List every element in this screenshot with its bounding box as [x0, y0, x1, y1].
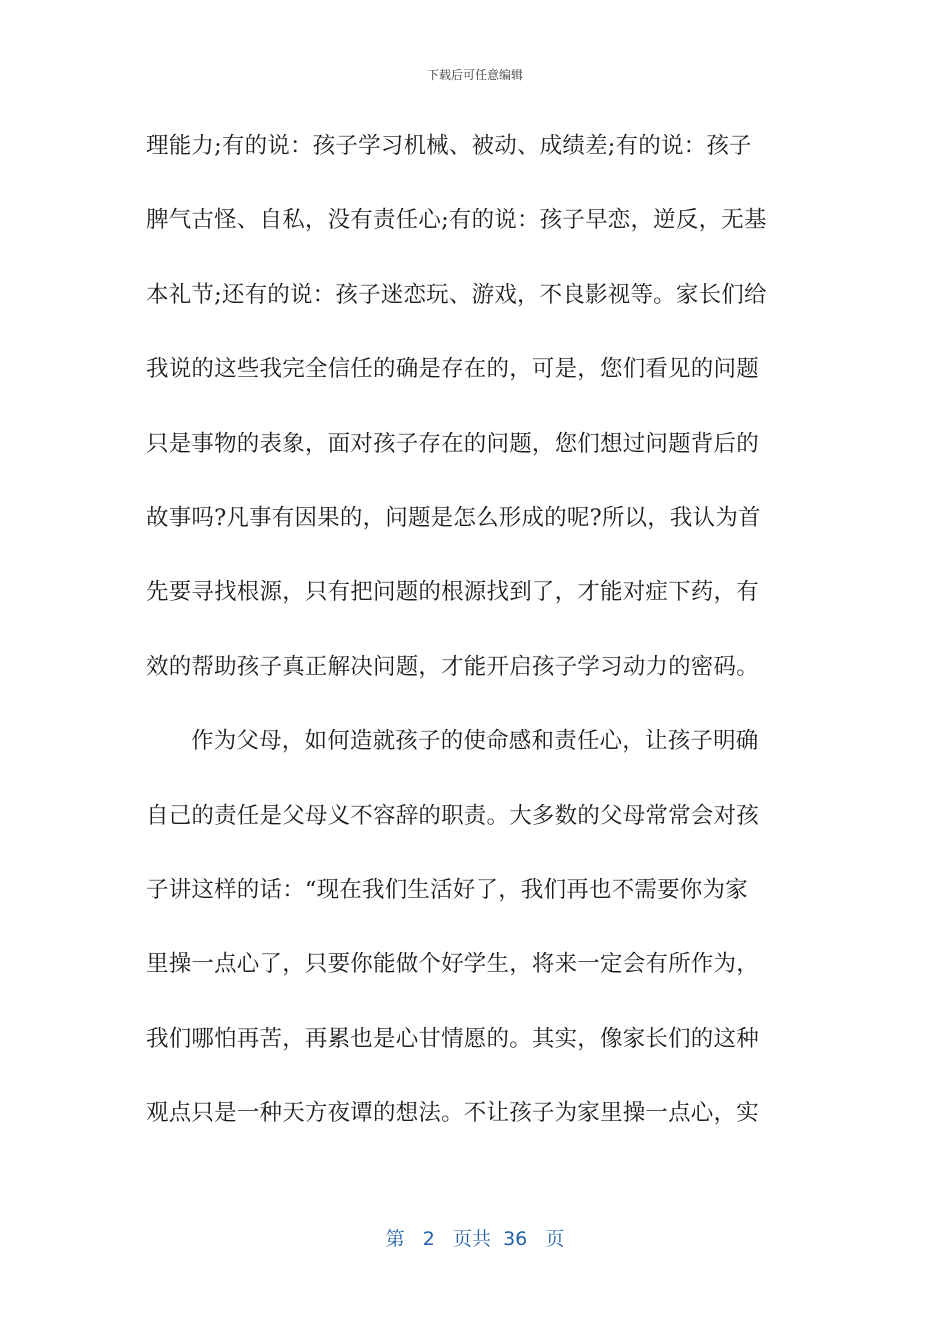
- footer-prefix: 第: [385, 1228, 405, 1250]
- text-line: 我说的这些我完全信任的确是存在的，可是，您们看见的问题: [146, 356, 759, 383]
- text-line: 观点只是一种天方夜谭的想法。不让孩子为家里操一点心，实: [146, 1100, 759, 1127]
- paragraph-first-line: 作为父母，如何造就孩子的使命感和责任心，让孩子明确: [191, 728, 759, 755]
- footer-current-page: 2: [422, 1228, 435, 1250]
- footer-total-pages: 36: [503, 1228, 528, 1250]
- text-line: 理能力;有的说：孩子学习机械、被动、成绩差;有的说：孩子: [146, 133, 752, 159]
- text-line: 子讲这样的话：“现在我们生活好了，我们再也不需要你为家: [146, 876, 748, 903]
- page-header: 下载后可任意编辑: [426, 68, 523, 82]
- text-line: 自己的责任是父母义不容辞的职责。大多数的父母常常会对孩: [146, 802, 759, 829]
- text-line: 故事吗?凡事有因果的，问题是怎么形成的呢?所以，我认为首: [146, 504, 761, 531]
- text-line: 先要寻找根源，只有把问题的根源找到了，才能对症下药，有: [146, 579, 759, 606]
- text-line: 我们哪怕再苦，再累也是心甘情愿的。其实，像家长们的这种: [146, 1025, 759, 1052]
- text-line: 里操一点心了，只要你能做个好学生，将来一定会有所作为，: [146, 951, 759, 978]
- text-line: 本礼节;还有的说：孩子迷恋玩、游戏，不良影视等。家长们给: [146, 281, 767, 308]
- text-line: 只是事物的表象，面对孩子存在的问题，您们想过问题背后的: [146, 430, 759, 457]
- page-footer: [0, 1224, 950, 1251]
- document-body: [146, 120, 806, 1161]
- text-line: 效的帮助孩子真正解决问题，才能开启孩子学习动力的密码。: [146, 653, 759, 680]
- footer-suffix: 页: [545, 1228, 565, 1250]
- footer-middle: 页共: [452, 1228, 491, 1250]
- text-line: 脾气古怪、自私，没有责任心;有的说：孩子早恋，逆反，无基: [146, 207, 767, 234]
